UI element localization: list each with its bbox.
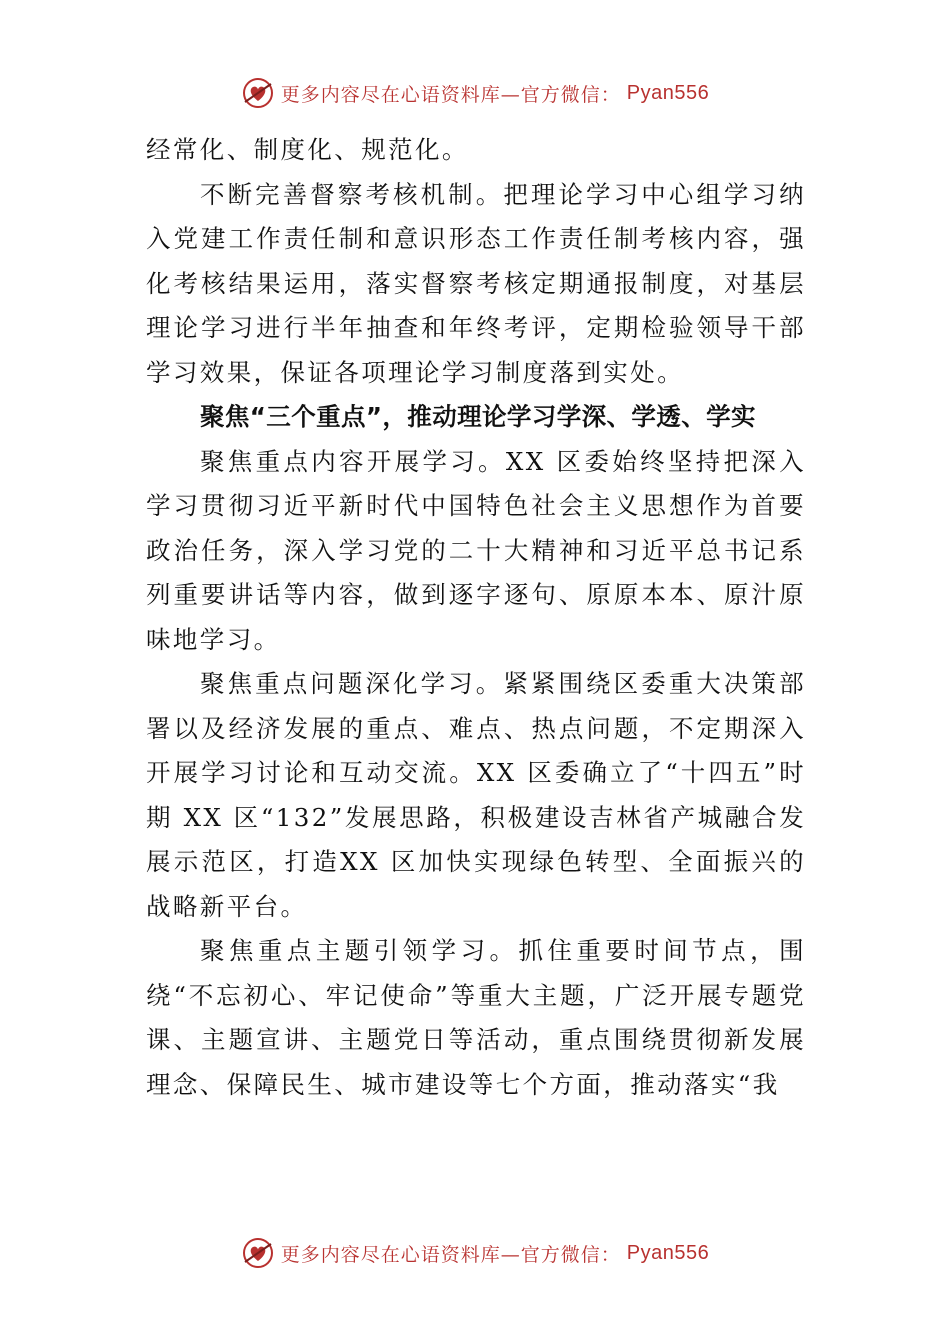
section-heading: 聚焦“三个重点”，推动理论学习学深、学透、学实 <box>200 402 756 431</box>
footer-watermark <box>0 1236 950 1270</box>
watermark-wechat-id: Pyan556 <box>626 1241 710 1264</box>
paragraph-key-content: 聚焦重点内容开展学习。XX 区委始终坚持把深入学习贯彻习近平新时代中国特色社会主义思想作为首要政治任务，深入学习党的二十大精神和习近平总书记系列重要讲话等内容，做到逐字逐句、原原本本、原汁原味地学习。 <box>146 446 806 654</box>
paragraph-key-themes: 聚焦重点主题引领学习。抓住重要时间节点，围绕“不忘初心、牢记使命”等重大主题，广泛开展专题党课、主题宣讲、主题党日等活动，重点围绕贯彻新发展理念、保障民生、城市建设等七个方面，推动落实“我 <box>146 936 806 1099</box>
paragraph-supervision: 不断完善督察考核机制。把理论学习中心组学习纳入党建工作责任制和意识形态工作责任制考核内容，强化考核结果运用，落实督察考核定期通报制度，对基层理论学习进行半年抽查和年终考评，定期检验领导干部学习效果，保证各项理论学习制度落到实处。 <box>146 179 806 387</box>
paragraph-key-issues: 聚焦重点问题深化学习。紧紧围绕区委重大决策部署以及经济发展的重点、难点、热点问题，不定期深入开展学习讨论和互动交流。XX 区委确立了“十四五”时期 XX 区“132”发展思路，积极建设吉林省产城融合发展示范区，打造XX 区加快实现绿色转型、全面振兴的战略新平台。 <box>146 669 806 921</box>
paragraph-continuation: 经常化、制度化、规范化。 <box>146 135 469 164</box>
header-watermark <box>0 76 950 110</box>
document-body <box>146 128 806 1107</box>
heart-logo-icon <box>241 76 275 110</box>
watermark-text: 更多内容尽在心语资料库—官方微信： <box>280 1243 621 1266</box>
watermark-text: 更多内容尽在心语资料库—官方微信： <box>280 83 621 106</box>
watermark-wechat-id: Pyan556 <box>626 81 710 104</box>
heart-logo-icon <box>241 1236 275 1270</box>
